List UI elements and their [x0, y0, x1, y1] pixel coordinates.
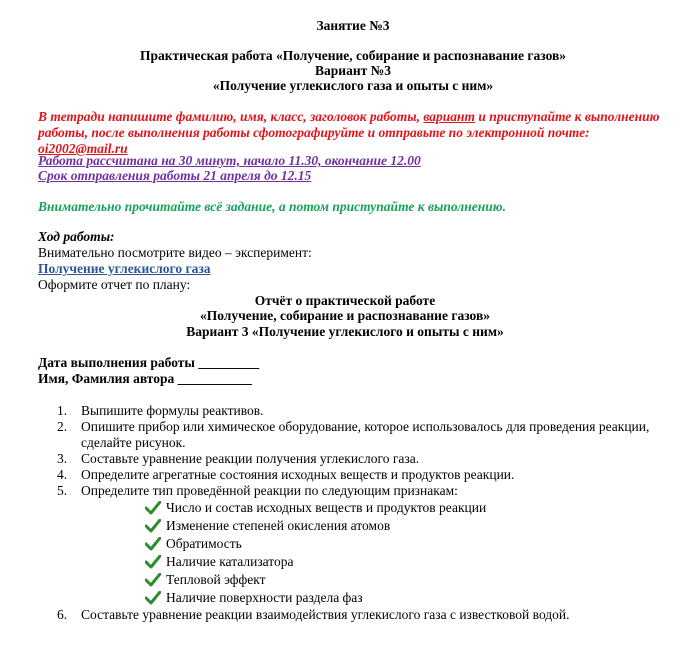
task-text: Опишите прибор или химическое оборудование, которое использовалось для проведения реакции, сделайте рисунок. — [81, 419, 650, 450]
sign-text: Изменение степеней окисления атомов — [166, 518, 391, 533]
task-item — [38, 483, 658, 607]
report-header-line3: Вариант 3 «Получение углекислого и опыты с ним» — [186, 324, 504, 339]
checkmark-icon — [145, 501, 161, 515]
task-item — [38, 419, 658, 451]
task-number: 4. — [57, 467, 68, 482]
lesson-title: Занятие №3 — [316, 18, 390, 33]
sign-text: Обратимость — [166, 536, 242, 551]
deadline-note — [38, 168, 668, 184]
time-note — [38, 153, 668, 169]
checkmark-icon — [145, 573, 161, 587]
task-item — [38, 451, 658, 467]
sign-text: Наличие поверхности раздела фаз — [166, 590, 363, 605]
task-item — [38, 607, 658, 623]
video-intro: Внимательно посмотрите видео – эксперимент: — [38, 245, 312, 260]
email-link[interactable]: oi2002@mail.ru — [38, 141, 128, 156]
sign-item — [81, 553, 658, 571]
task-list — [38, 403, 658, 623]
date-field: Дата выполнения работы _________ — [38, 355, 260, 370]
checkmark-icon — [145, 591, 161, 605]
task-text: Определите агрегатные состояния исходных веществ и продуктов реакции. — [81, 467, 515, 482]
report-header-line2: «Получение, собирание и распознавание газов» — [199, 308, 491, 323]
work-subtitle: «Получение углекислого газа и опыты с ним» — [212, 78, 494, 93]
author-field: Имя, Фамилия автора ___________ — [38, 371, 252, 386]
task-text: Составьте уравнение реакции получения углекислого газа. — [81, 451, 420, 466]
procedure-heading: Ход работы: — [38, 229, 115, 244]
checkmark-icon — [145, 555, 161, 569]
task-number: 1. — [57, 403, 68, 418]
sign-item — [81, 517, 658, 535]
checkmark-icon — [145, 519, 161, 533]
instructions-variant-word: вариант — [423, 109, 476, 124]
video-link[interactable]: Получение углекислого газа — [38, 261, 211, 276]
instructions-part2: и приступайте к выполнению работы, после выполнения работы сфотографируйте и отправьте по электронной почте: — [38, 109, 660, 140]
task-item — [38, 467, 658, 483]
report-header-line1: Отчёт о практической работе — [254, 293, 436, 308]
sign-text: Число и состав исходных веществ и продуктов реакции — [166, 500, 487, 515]
work-title: Практическая работа «Получение, собирание и распознавание газов» — [139, 48, 567, 63]
time-note-text: Работа рассчитана на 30 минут, начало 11.30, окончание 12.00 — [38, 153, 421, 168]
sign-item — [81, 589, 658, 607]
variant-heading: Вариант №3 — [315, 63, 391, 78]
task-number: 3. — [57, 451, 68, 466]
sign-item — [81, 535, 658, 553]
video-link-line — [38, 261, 668, 277]
instructions-text — [38, 109, 663, 157]
checkmark-icon — [145, 537, 161, 551]
task-number: 6. — [57, 607, 68, 622]
sign-text: Наличие катализатора — [166, 554, 294, 569]
task-number: 2. — [57, 419, 68, 434]
task-item — [38, 403, 658, 419]
report-plan: Оформите отчет по плану: — [38, 277, 191, 292]
task-text: Выпишите формулы реактивов. — [81, 403, 264, 418]
task-text: Определите тип проведённой реакции по следующим признакам: — [81, 483, 458, 498]
sign-text: Тепловой эффект — [166, 572, 266, 587]
signs-list — [81, 499, 658, 607]
deadline-note-text: Срок отправления работы 21 апреля до 12.15 — [38, 168, 312, 183]
instructions-part1: В тетради напишите фамилию, имя, класс, заголовок работы, — [38, 109, 424, 124]
task-number: 5. — [57, 483, 68, 498]
sign-item — [81, 571, 658, 589]
sign-item — [81, 499, 658, 517]
task-text: Составьте уравнение реакции взаимодействия углекислого газа с известковой водой. — [81, 607, 570, 622]
attention-note: Внимательно прочитайте всё задание, а потом приступайте к выполнению. — [38, 199, 506, 214]
